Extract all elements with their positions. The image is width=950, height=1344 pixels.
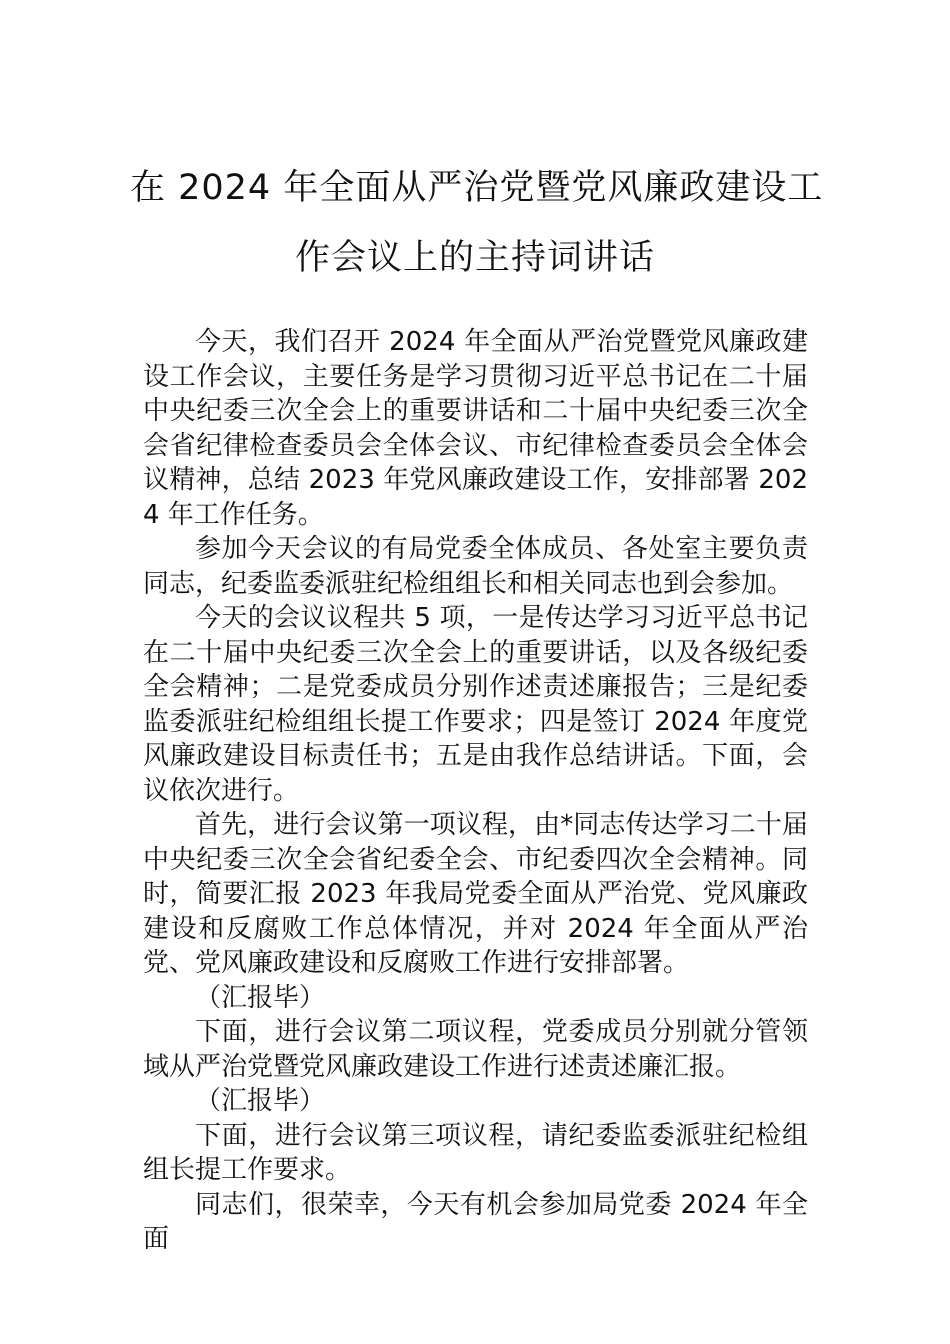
paragraph-agenda: 今天的会议议程共 5 项，一是传达学习习近平总书记在二十届中央纪委三次全会上的重要讲话，以及各级纪委全会精神；二是党委成员分别作述责述廉报告；三是纪委监委派驻纪检组组长提工作要求；四是签订 2024 年度党风廉政建设目标责任书；五是由我作总结讲话。下面，会议依次进行。	[143, 603, 808, 806]
paragraph-item-two: 下面，进行会议第二项议程，党委成员分别就分管领域从严治党暨党风廉政建设工作进行述责述廉汇报。	[143, 1017, 808, 1082]
document-body	[143, 325, 808, 1257]
paragraph-item-one: 首先，进行会议第一项议程，由*同志传达学习二十届中央纪委三次全会省纪委全会、市纪委四次全会精神。同时，简要汇报 2023 年我局党委全面从严治党、党风廉政建设和反腐败工作总体情况，并对 2024 年全面从严治党、党风廉政建设和反腐败工作进行安排部署。	[143, 810, 808, 978]
document-title-line-1: 在 2024 年全面从严治党暨党风廉政建设工	[130, 168, 824, 208]
paragraph-attendees: 参加今天会议的有局党委全体成员、各处室主要负责同志，纪委监委派驻纪检组组长和相关同志也到会参加。	[143, 534, 808, 599]
paragraph-closing-start: 同志们，很荣幸，今天有机会参加局党委 2024 年全面	[143, 1189, 808, 1254]
paragraph-report-done-1: （汇报毕）	[195, 982, 326, 1013]
paragraph-opening: 今天，我们召开 2024 年全面从严治党暨党风廉政建设工作会议，主要任务是学习贯彻习近平总书记在二十届中央纪委三次全会上的重要讲话和二十届中央纪委三次全会省纪律检查委员会全体会议、市纪律检查委员会全体会议精神，总结 2023 年党风廉政建设工作，安排部署 2024 年工作任务。	[143, 327, 808, 530]
paragraph-report-done-2: （汇报毕）	[195, 1086, 326, 1116]
document-title-line-2: 作会议上的主持词讲话	[294, 238, 655, 278]
paragraph-item-three: 下面，进行会议第三项议程，请纪委监委派驻纪检组组长提工作要求。	[143, 1120, 808, 1185]
